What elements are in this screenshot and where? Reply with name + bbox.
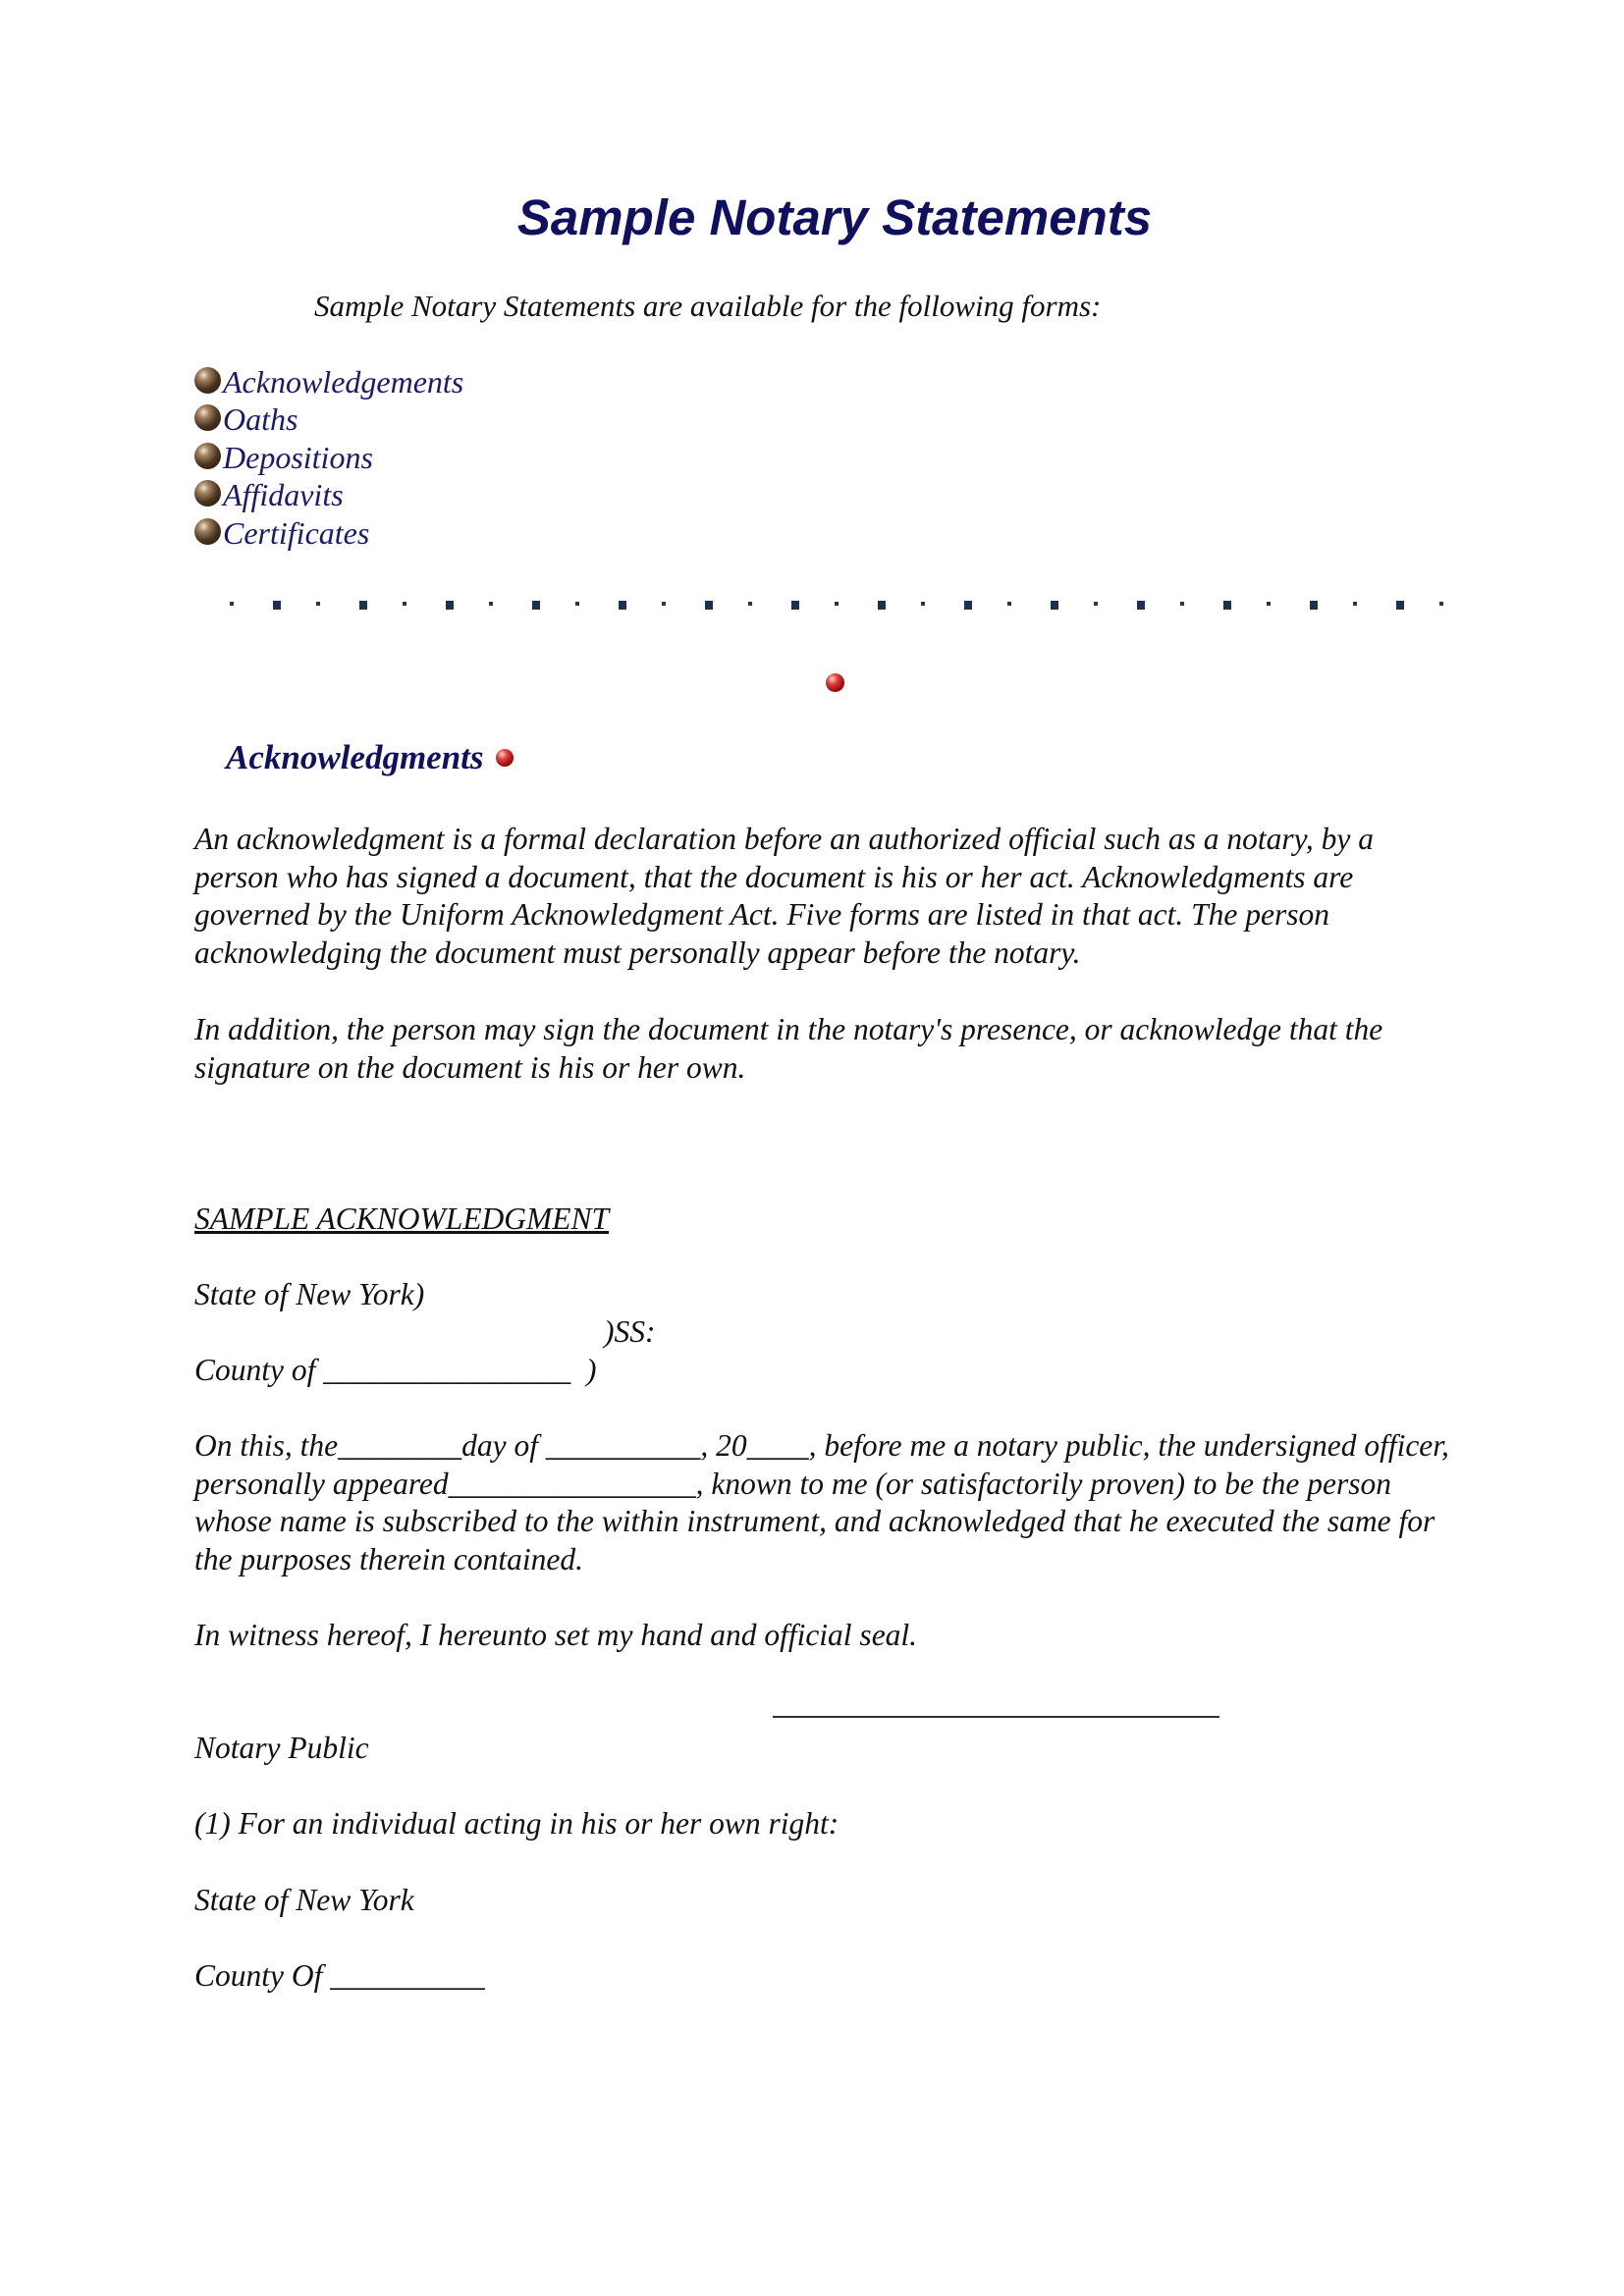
- divider-dot: [705, 601, 713, 610]
- dotted-divider: [230, 597, 1447, 611]
- divider-dot: [1353, 602, 1357, 606]
- divider-dot: [1396, 601, 1404, 610]
- red-gem-icon: [826, 673, 844, 692]
- section-title: Acknowledgments: [226, 738, 484, 776]
- witness-line: In witness hereof, I hereunto set my hand and official seal.: [194, 1618, 918, 1652]
- divider-dot: [1094, 602, 1098, 606]
- divider-dot: [1051, 601, 1058, 610]
- section-heading: [226, 738, 514, 777]
- signature-line: [773, 1716, 1219, 1718]
- brown-sphere-bullet-icon: [194, 518, 221, 545]
- divider-dot: [748, 602, 752, 606]
- divider-dot: [1180, 602, 1184, 606]
- link-item-affidavits[interactable]: [194, 477, 463, 515]
- state-line-2: State of New York: [194, 1883, 414, 1917]
- divider-dot: [1223, 601, 1231, 610]
- county-line-2: County Of __________: [194, 1958, 485, 1993]
- divider-dot: [878, 601, 886, 610]
- link-label[interactable]: Affidavits: [223, 477, 344, 513]
- brown-sphere-bullet-icon: [194, 443, 221, 469]
- link-item-acknowledgements[interactable]: [194, 363, 463, 401]
- link-item-oaths[interactable]: [194, 401, 463, 440]
- page-title: Sample Notary Statements: [516, 189, 1153, 245]
- divider-dot: [446, 601, 454, 610]
- divider-dot: [662, 602, 666, 606]
- divider-dot: [1007, 602, 1011, 606]
- link-label[interactable]: Oaths: [223, 401, 298, 438]
- divider-dot: [575, 602, 579, 606]
- link-label[interactable]: Certificates: [223, 514, 370, 551]
- divider-dot: [1137, 601, 1145, 610]
- divider-dot: [791, 601, 799, 610]
- brown-sphere-bullet-icon: [194, 367, 221, 394]
- divider-dot: [1267, 602, 1271, 606]
- divider-dot: [230, 602, 234, 606]
- sample-heading: SAMPLE ACKNOWLEDGMENT: [194, 1201, 610, 1236]
- divider-dot: [1439, 602, 1443, 606]
- link-label[interactable]: Acknowledgements: [223, 363, 464, 400]
- divider-dot: [619, 601, 626, 610]
- divider-dot: [273, 601, 281, 610]
- brown-sphere-bullet-icon: [194, 404, 221, 431]
- red-gem-icon: [496, 749, 514, 767]
- link-item-certificates[interactable]: [194, 514, 463, 553]
- link-item-depositions[interactable]: [194, 439, 463, 477]
- divider-dot: [359, 601, 367, 610]
- brown-sphere-bullet-icon: [194, 480, 221, 507]
- county-line: County of ________________ ): [194, 1353, 597, 1387]
- divider-dot: [964, 601, 972, 610]
- notary-public-label: Notary Public: [194, 1731, 369, 1765]
- divider-dot: [489, 602, 493, 606]
- divider-dot: [1310, 601, 1318, 610]
- divider-dot: [921, 602, 925, 606]
- state-line: State of New York): [194, 1277, 425, 1311]
- intro-text: Sample Notary Statements are available for the following forms:: [314, 289, 1102, 323]
- divider-dot: [532, 601, 540, 610]
- individual-heading: (1) For an individual acting in his or her own right:: [194, 1806, 839, 1841]
- divider-dot: [403, 602, 406, 606]
- paragraph-definition: An acknowledgment is a formal declaration before an authorized official such as a notary, by a person who has signed a document, that the document is his or her act. Acknowledgments are governed by the Uniform Acknowledgment Act. Five forms are listed in that act. The person acknowledging the document must personally appear before the notary.: [194, 822, 1374, 970]
- ss-line: )SS:: [604, 1314, 656, 1349]
- divider-dot: [316, 602, 320, 606]
- paragraph-additional: In addition, the person may sign the document in the notary's presence, or acknowledge that the signature on the document is his or her own.: [194, 1012, 1383, 1085]
- divider-dot: [835, 602, 839, 606]
- acknowledgment-body: On this, the________day of __________, 20____, before me a notary public, the undersigned officer, personally appeared________________, known to me (or satisfactorily proven) to be the person whose name is subscribed to the within instrument, and acknowledged that he executed the same for the purposes therein contained.: [194, 1428, 1449, 1576]
- link-label[interactable]: Depositions: [223, 439, 373, 475]
- forms-link-list: [194, 363, 463, 553]
